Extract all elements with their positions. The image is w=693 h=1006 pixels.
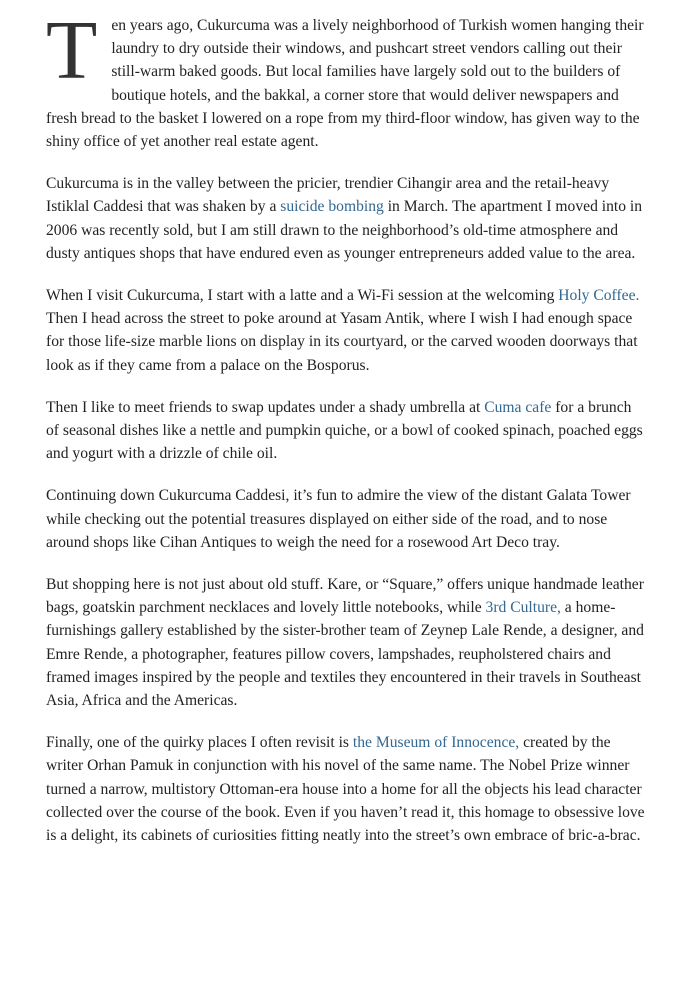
link-museum-of-innocence[interactable]: the Museum of Innocence,: [352, 734, 520, 752]
link-cuma-cafe[interactable]: Cuma cafe: [484, 398, 552, 416]
link-3rd-culture[interactable]: 3rd Culture,: [485, 599, 561, 617]
link-suicide-bombing[interactable]: suicide bombing: [280, 198, 384, 216]
paragraph-text: Then I head across the street to poke around at Yasam Antik, where I wish I had enough space for those life-size marble lions on display in its courtyard, or the carved wooden doorways that look as if they came from a palace on the Bosporus.: [46, 310, 638, 374]
link-holy-coffee[interactable]: Holy Coffee.: [558, 287, 640, 305]
paragraph: [46, 4, 646, 153]
paragraph-text: Continuing down Cukurcuma Caddesi, it’s fun to admire the view of the distant Galata Tower while checking out the potential treasures displayed on either side of the road, and to nose around shops like Cihan Antiques to weigh the need for a rosewood Art Deco tray.: [46, 487, 631, 551]
paragraph-text: But shopping here is not just about old stuff. Kare, or “Square,” offers unique handmade leather bags, goatskin parchment necklaces and lovely little notebooks, while: [46, 576, 644, 617]
paragraph-text: en years ago, Cukurcuma was a lively neighborhood of Turkish women hanging their laundry to dry outside their windows, and pushcart street vendors calling out their still-warm baked goods. But local families have largely sold out to the builders of boutique hotels, and the bakkal, a corner store that would deliver newspapers and fresh bread to the basket I lowered on a rope from my third-floor window, has given way to the shiny office of yet another real estate agent.: [46, 17, 644, 151]
paragraph-text: in March. The apartment I moved into in 2006 was recently sold, but I am still drawn to the neighborhood’s old-time atmosphere and dusty antiques shops that have endured even as younger entrepreneurs added value to the area.: [46, 198, 643, 262]
paragraph-text: a home-furnishings gallery established by the sister-brother team of Zeynep Lale Rende, a designer, and Emre Rende, a photographer, features pillow covers, lampshades, reupholstered chairs and framed images inspired by the people and textiles they encountered in their travels in Southeast Asia, Africa and the Americas.: [46, 599, 644, 710]
paragraph-text: for a brunch of seasonal dishes like a nettle and pumpkin quiche, or a bowl of cooked spinach, poached eggs and yogurt with a drizzle of chile oil.: [46, 398, 643, 463]
article-body: [46, 4, 646, 866]
paragraph: [46, 396, 646, 466]
paragraph: [46, 573, 646, 712]
paragraph: [46, 731, 646, 847]
drop-cap: T: [46, 4, 98, 97]
paragraph-text: Finally, one of the quirky places I often revisit is: [46, 734, 353, 752]
paragraph-text: Then I like to meet friends to swap updates under a shady umbrella at: [46, 398, 485, 416]
paragraph: [46, 284, 646, 377]
paragraph-text: When I visit Cukurcuma, I start with a latte and a Wi-Fi session at the welcoming: [46, 287, 559, 305]
paragraph-text: created by the writer Orhan Pamuk in conjunction with his novel of the same name. The Nobel Prize winner turned a narrow, multistory Ottoman-era house into a home for all the objects his lead character collected over the course of the book. Even if you haven’t read it, this homage to obsessive love is a delight, its cabinets of curiosities fitting neatly into the street’s own embrace of bric-a-brac.: [46, 734, 645, 845]
paragraph-text: Cukurcuma is in the valley between the pricier, trendier Cihangir area and the retail-heavy Istiklal Caddesi that was shaken by a: [46, 175, 610, 216]
paragraph: [46, 484, 646, 554]
paragraph: [46, 172, 646, 265]
